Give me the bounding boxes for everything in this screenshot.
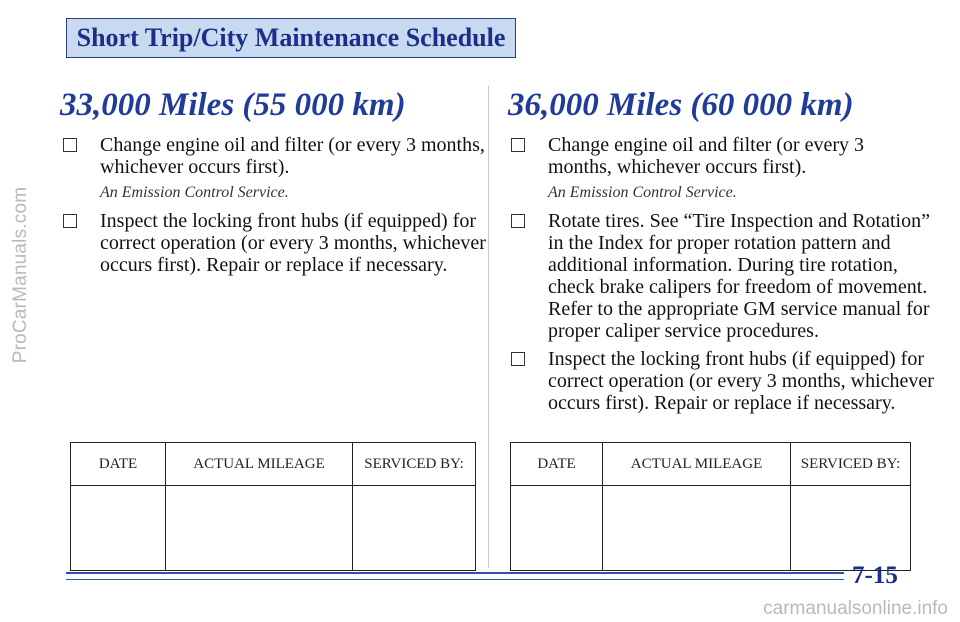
col-header-date: DATE bbox=[511, 443, 603, 486]
item-text: Rotate tires. See “Tire Inspection and Rotation” in the Index for proper rotation pattern and additional information. During tire rotation, check brake calipers for freedom of movement. Refer to the appropriate GM service manual for proper caliper service procedures. bbox=[548, 210, 930, 342]
service-log-table-left bbox=[70, 442, 476, 571]
checklist-item bbox=[508, 348, 943, 414]
checklist-item bbox=[508, 134, 918, 178]
left-column bbox=[60, 86, 486, 282]
col-header-date: DATE bbox=[71, 443, 166, 486]
checklist-item bbox=[508, 210, 943, 342]
col-header-serviced-by: SERVICED BY: bbox=[791, 443, 911, 486]
checkbox-icon[interactable] bbox=[63, 214, 77, 228]
mileage-cell[interactable] bbox=[603, 486, 791, 571]
section-title: Short Trip/City Maintenance Schedule bbox=[76, 23, 506, 52]
footer-rule bbox=[66, 572, 844, 574]
side-watermark: ProCarManuals.com bbox=[10, 186, 31, 364]
checkbox-icon[interactable] bbox=[63, 138, 77, 152]
service-note: An Emission Control Service. bbox=[548, 184, 737, 201]
item-text: Inspect the locking front hubs (if equipped) for correct operation (or every 3 months, whichever occurs first). Repair or replace if necessary. bbox=[548, 348, 934, 414]
mileage-heading-right: 36,000 Miles (60 000 km) bbox=[508, 87, 854, 123]
col-header-mileage: ACTUAL MILEAGE bbox=[603, 443, 791, 486]
service-log-table-right bbox=[510, 442, 911, 571]
serviced-by-cell[interactable] bbox=[353, 486, 476, 571]
checklist-item bbox=[60, 210, 490, 276]
col-header-serviced-by: SERVICED BY: bbox=[353, 443, 476, 486]
bottom-watermark: carmanualsonline.info bbox=[763, 598, 948, 619]
page-number: 7-15 bbox=[852, 562, 898, 589]
footer-rule bbox=[66, 579, 844, 580]
item-text: Change engine oil and filter (or every 3 months, whichever occurs first). bbox=[548, 134, 864, 178]
serviced-by-cell[interactable] bbox=[791, 486, 911, 571]
date-cell[interactable] bbox=[511, 486, 603, 571]
item-text: Inspect the locking front hubs (if equipped) for correct operation (or every 3 months, whichever occurs first). Repair or replace if necessary. bbox=[100, 210, 486, 276]
date-cell[interactable] bbox=[71, 486, 166, 571]
right-column bbox=[508, 86, 934, 420]
service-note: An Emission Control Service. bbox=[100, 184, 289, 201]
mileage-cell[interactable] bbox=[166, 486, 353, 571]
checkbox-icon[interactable] bbox=[511, 214, 525, 228]
col-header-mileage: ACTUAL MILEAGE bbox=[166, 443, 353, 486]
mileage-heading-left: 33,000 Miles (55 000 km) bbox=[60, 87, 406, 123]
item-text: Change engine oil and filter (or every 3 months, whichever occurs first). bbox=[100, 134, 485, 178]
section-header bbox=[66, 18, 516, 58]
checklist-item bbox=[60, 134, 500, 178]
checkbox-icon[interactable] bbox=[511, 352, 525, 366]
checkbox-icon[interactable] bbox=[511, 138, 525, 152]
